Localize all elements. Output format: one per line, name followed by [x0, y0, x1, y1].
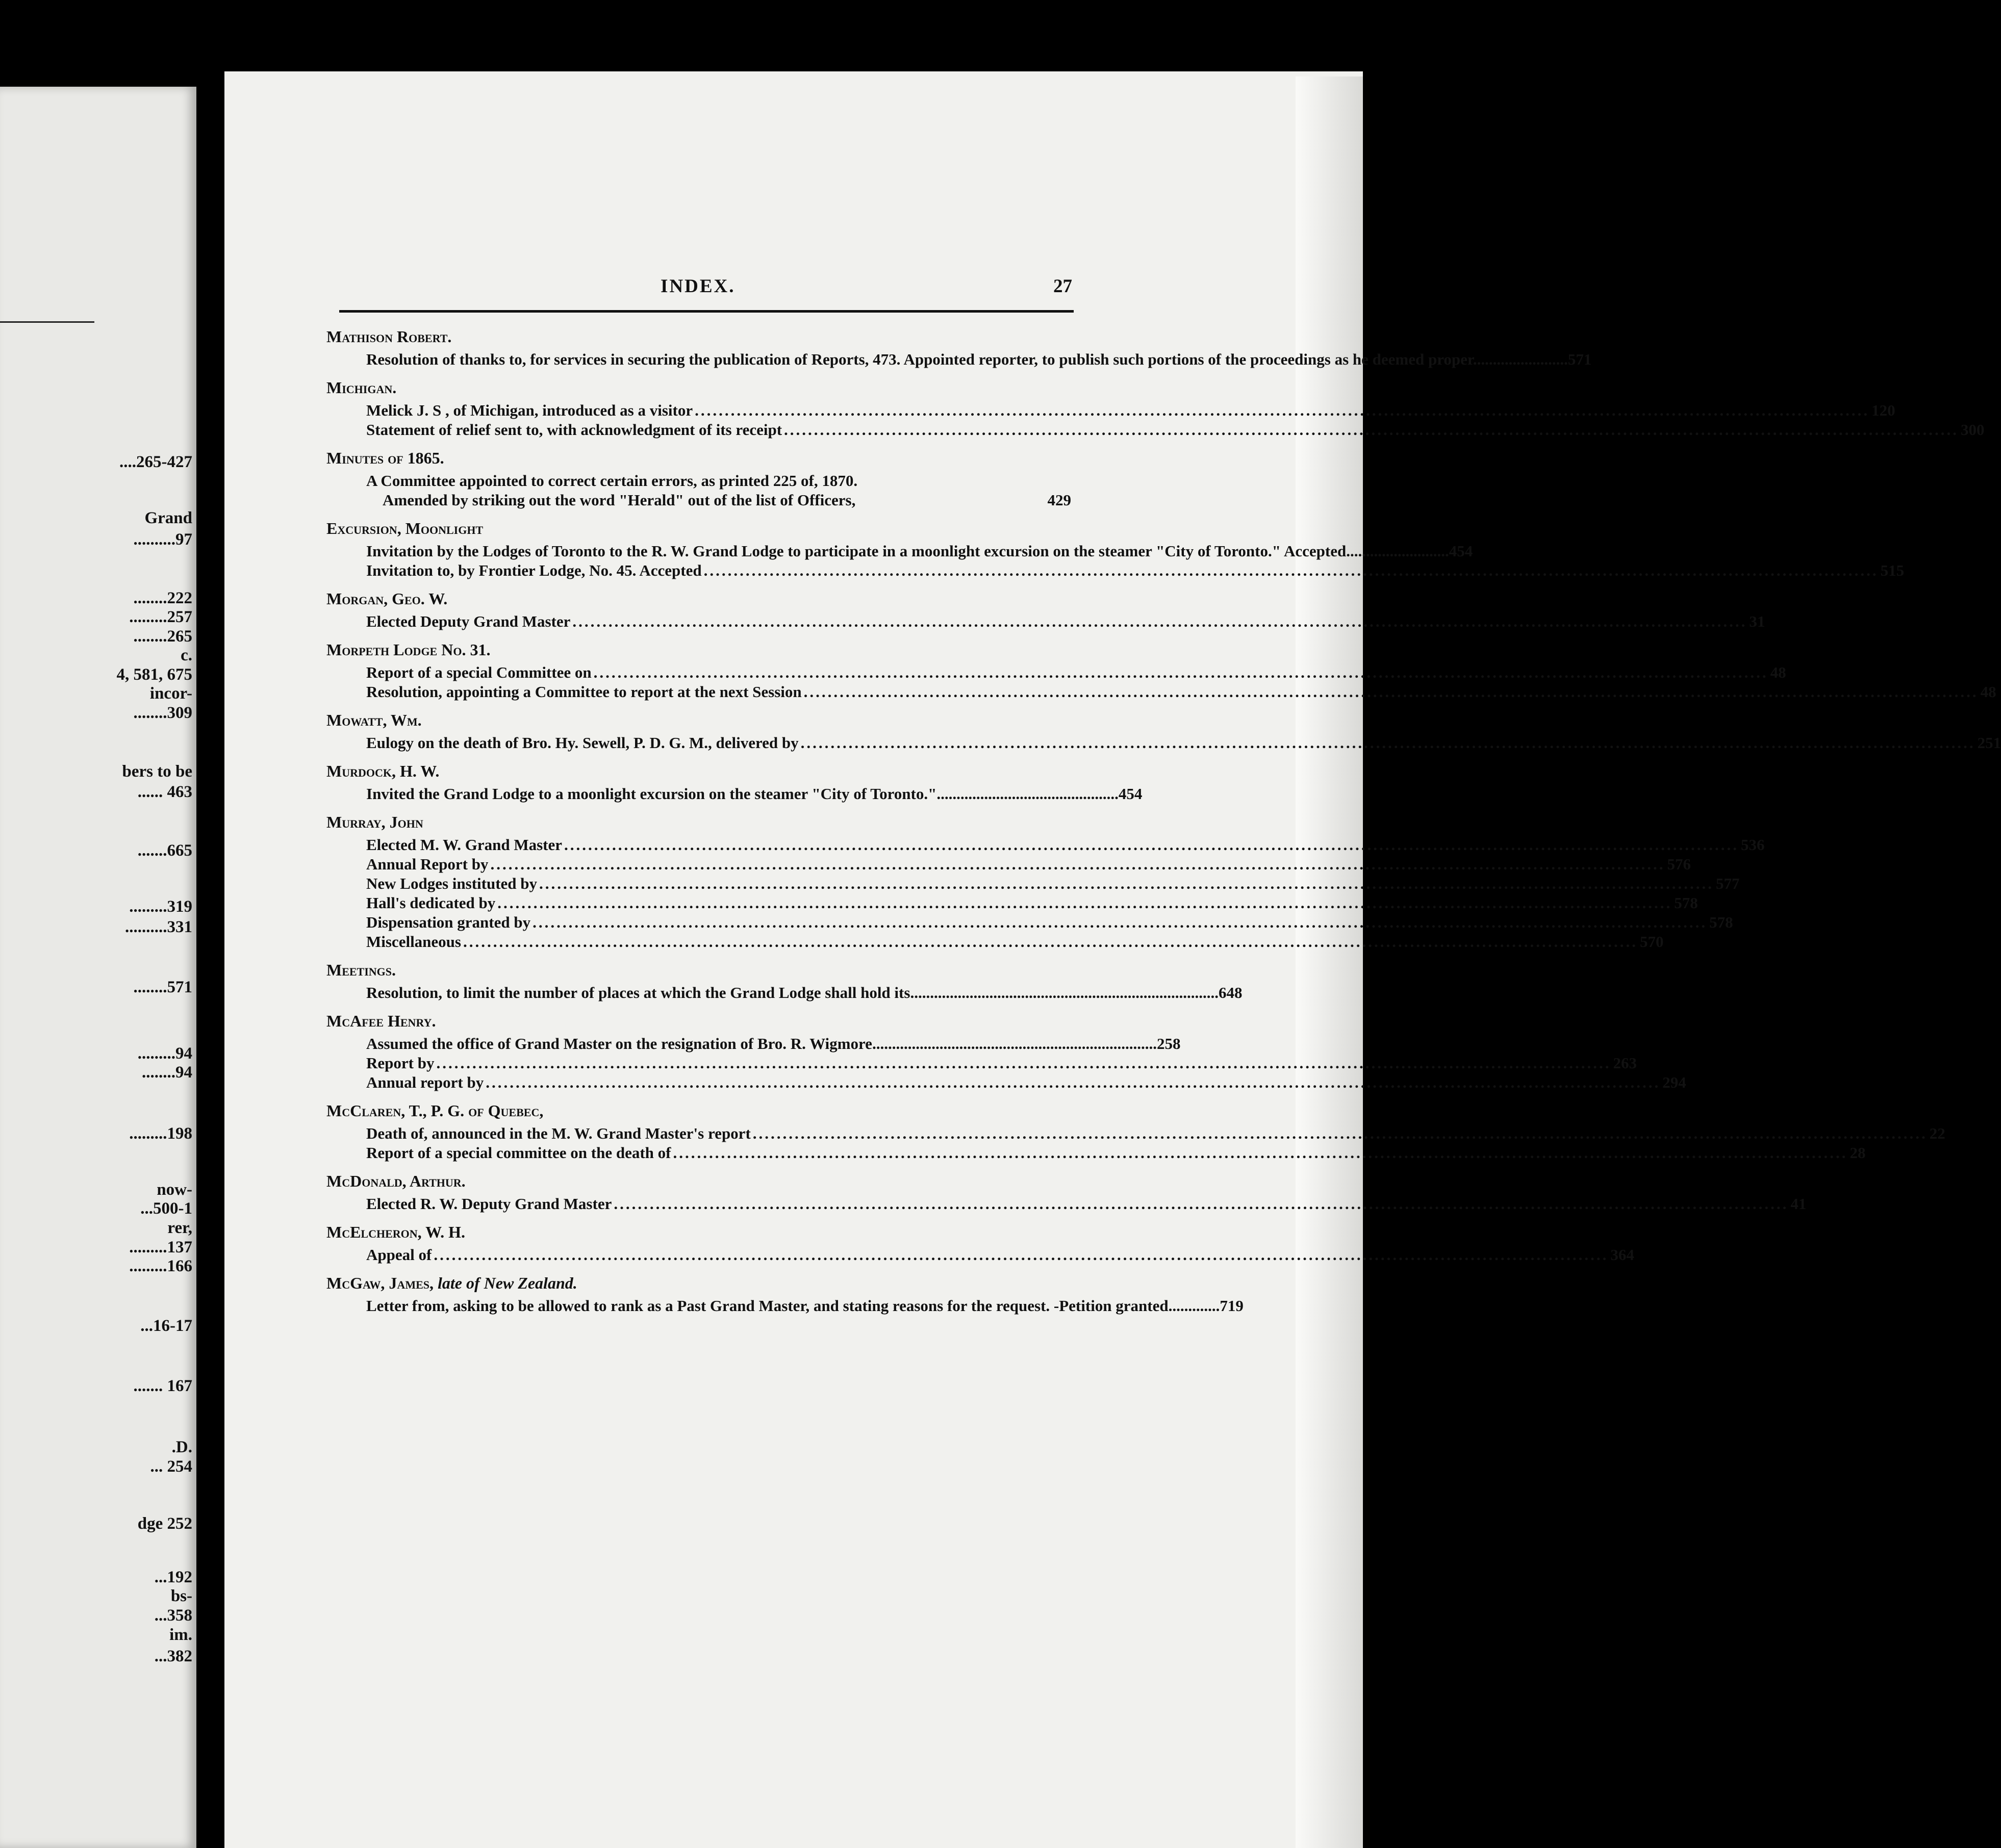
margin-fragment: bers to be — [122, 762, 192, 781]
item-page: 28 — [1850, 1144, 1866, 1162]
entry-item — [326, 1124, 1945, 1143]
entry-heading: Mowatt, Wm. — [326, 711, 422, 729]
item-text: Invitation by the Lodges of Toronto to the R. W. Grand Lodge to participate in a moonlight excursion on the steamer "City of Toronto." Accepted — [366, 542, 1347, 560]
margin-fragment: ...500-1 — [140, 1199, 192, 1218]
entry-heading: Morgan, Geo. W. — [326, 589, 448, 608]
entry-heading: Morpeth Lodge No. 31. — [326, 640, 491, 659]
index-entry — [326, 1011, 1686, 1092]
item-page: 120 — [1871, 401, 1895, 419]
entry-heading: Excursion, Moonlight — [326, 519, 484, 537]
index-entry — [326, 588, 1765, 631]
item-page: 648 — [1218, 984, 1243, 1002]
index-entry — [326, 1100, 1945, 1163]
margin-fragment: im. — [169, 1626, 192, 1644]
index-entry — [326, 761, 1143, 804]
entry-item — [326, 932, 1664, 952]
index-list — [326, 326, 2001, 1324]
index-entry — [326, 377, 1985, 440]
margin-fragment: ...16-17 — [140, 1317, 192, 1335]
item-text: Resolution, appointing a Committee to report at the next Session — [366, 683, 802, 701]
entry-item: Assumed the office of Grand Master on the resignation of Bro. R. Wigmore........................................................................258 — [366, 1035, 1181, 1053]
entry-heading: Mathison Robert. — [326, 327, 452, 346]
facing-page-rule — [0, 321, 94, 323]
margin-fragment: incor- — [149, 684, 192, 703]
item-page: 515 — [1880, 561, 1905, 579]
item-text: New Lodges instituted by — [366, 875, 538, 892]
margin-fragment: .........137 — [129, 1238, 192, 1256]
item-page: 31 — [1749, 612, 1765, 630]
item-page: 300 — [1961, 421, 1985, 439]
margin-fragment: ...... 463 — [137, 783, 192, 801]
item-text: A Committee appointed to correct certain errors, as printed 225 of, 1870. — [366, 472, 858, 490]
entry-item — [326, 874, 1740, 893]
item-page: 570 — [1640, 933, 1664, 951]
item-text: Annual report by — [366, 1073, 484, 1091]
margin-fragment: c. — [181, 646, 192, 664]
entry-item — [326, 733, 2001, 753]
index-entry — [326, 518, 1905, 580]
entry-item — [326, 612, 1765, 631]
item-page: 577 — [1716, 875, 1740, 892]
facing-page — [0, 87, 196, 1848]
item-page: 263 — [1613, 1054, 1637, 1072]
margin-fragment: .........94 — [137, 1044, 192, 1063]
margin-fragment: ........94 — [142, 1063, 192, 1082]
entry-item — [326, 855, 1691, 874]
entry-item — [326, 893, 1698, 913]
item-page: 429 — [1047, 491, 1071, 509]
margin-fragment: .........319 — [129, 897, 192, 916]
entry-item — [326, 420, 1985, 440]
index-entry — [326, 448, 1071, 510]
item-text: Hall's dedicated by — [366, 894, 496, 912]
index-entry — [326, 1273, 1244, 1316]
item-text: Death of, announced in the M. W. Grand Master's report — [366, 1124, 751, 1142]
entry-item — [326, 1143, 1866, 1163]
margin-fragment: ...358 — [154, 1606, 192, 1625]
item-text: Dispensation granted by — [366, 913, 531, 931]
margin-fragment: bs- — [170, 1587, 192, 1605]
item-page: 258 — [1156, 1035, 1181, 1053]
index-entry — [326, 1171, 1807, 1214]
item-text: Melick J. S , of Michigan, introduced as a visitor — [366, 401, 693, 419]
item-page: 364 — [1610, 1246, 1634, 1264]
entry-heading: McDonald, Arthur. — [326, 1172, 466, 1190]
entry-item: Resolution, to limit the number of places at which the Grand Lodge shall hold its..............................................................................648 — [366, 984, 1243, 1002]
item-page: 48 — [1980, 683, 1996, 701]
item-page: 454 — [1449, 542, 1473, 560]
index-entry — [326, 326, 1592, 369]
margin-fragment: ........309 — [133, 704, 192, 722]
entry-item — [326, 835, 1765, 855]
item-text: Report by — [366, 1054, 435, 1072]
entry-item: Resolution of thanks to, for services in securing the publication of Reports, 473. Appointed reporter, to publish such portions of the proceedings as he deemed proper........................571 — [366, 350, 1592, 368]
margin-fragment: dge 252 — [137, 1515, 192, 1533]
index-entry — [326, 1222, 1634, 1265]
index-entry — [326, 639, 1996, 702]
item-page: 41 — [1790, 1195, 1807, 1213]
margin-fragment: ........571 — [133, 978, 192, 996]
entry-heading: Murdock, H. W. — [326, 762, 440, 780]
margin-fragment: ...382 — [154, 1647, 192, 1665]
item-page: 578 — [1674, 894, 1698, 912]
item-text: Report of a special Committee on — [366, 663, 592, 681]
item-page: 536 — [1741, 836, 1765, 854]
entry-item — [326, 913, 1733, 932]
item-page: 578 — [1709, 913, 1733, 931]
item-page: 22 — [1929, 1124, 1945, 1142]
margin-fragment: ..........331 — [125, 918, 192, 936]
margin-fragment: .........257 — [129, 608, 192, 626]
item-page: 48 — [1770, 663, 1786, 681]
margin-fragment: ........265 — [133, 627, 192, 646]
margin-fragment: ... 254 — [150, 1457, 192, 1476]
entry-heading: Murray, John — [326, 813, 423, 831]
item-text: Miscellaneous — [366, 933, 461, 951]
margin-fragment: rer, — [167, 1219, 192, 1237]
index-entry — [326, 812, 1765, 952]
entry-item: Letter from, asking to be allowed to rank as a Past Grand Master, and stating reasons for the request. -Petition granted.............719 — [366, 1297, 1244, 1315]
item-text: Resolution of thanks to, for services in securing the publication of Reports, 473. Appointed reporter, to publish such portions of the proceedings as he deemed proper — [366, 350, 1473, 368]
item-text: Elected Deputy Grand Master — [366, 612, 571, 630]
item-text: Amended by striking out the word "Herald" out of the list of Officers, — [383, 491, 856, 509]
entry-item — [326, 491, 1071, 510]
entry-item — [326, 1073, 1686, 1092]
item-page: 576 — [1667, 855, 1691, 873]
item-page: 719 — [1220, 1297, 1244, 1315]
item-text: Resolution, to limit the number of places at which the Grand Lodge shall hold its — [366, 984, 910, 1002]
page-number: 27 — [1053, 276, 1072, 297]
entry-heading: McAfee Henry. — [326, 1012, 436, 1030]
entry-heading: Michigan. — [326, 378, 397, 397]
entry-heading: Meetings. — [326, 961, 396, 979]
margin-fragment: .........166 — [129, 1257, 192, 1275]
margin-fragment: Grand — [144, 509, 192, 527]
item-text: Letter from, asking to be allowed to rank as a Past Grand Master, and stating reasons for the request. -Petition granted — [366, 1297, 1169, 1315]
entry-item: Invitation by the Lodges of Toronto to the R. W. Grand Lodge to participate in a moonlight excursion on the steamer "City of Toronto." Accepted..........................454 — [366, 542, 1473, 560]
item-text: Eulogy on the death of Bro. Hy. Sewell, P. D. G. M., delivered by — [366, 734, 799, 752]
page-title: INDEX. — [661, 276, 736, 297]
item-text: Invited the Grand Lodge to a moonlight excursion on the steamer "City of Toronto." — [366, 785, 937, 803]
item-text: Statement of relief sent to, with acknowledgment of its receipt — [366, 421, 782, 439]
entry-item — [326, 1245, 1634, 1265]
entry-item — [326, 663, 1786, 682]
margin-fragment: ..........97 — [133, 530, 192, 549]
margin-fragment: ...192 — [154, 1568, 192, 1586]
heading-note: late of New Zealand. — [438, 1274, 577, 1292]
margin-fragment: ........222 — [133, 589, 192, 607]
item-page: 294 — [1662, 1073, 1686, 1091]
item-text: Annual Report by — [366, 855, 489, 873]
header-rule — [339, 310, 1074, 313]
margin-fragment: .........198 — [129, 1124, 192, 1143]
item-page: 454 — [1118, 785, 1143, 803]
entry-item — [326, 471, 1071, 491]
item-page: 571 — [1567, 350, 1592, 368]
margin-fragment: ....265-427 — [119, 453, 192, 471]
margin-fragment: now- — [157, 1180, 192, 1199]
item-text: Invitation to, by Frontier Lodge, No. 45. Accepted — [366, 561, 702, 579]
item-text: Elected M. W. Grand Master — [366, 836, 563, 854]
item-text: Appeal of — [366, 1246, 432, 1264]
entry-heading: McElcheron, W. H. — [326, 1223, 466, 1241]
index-entry — [326, 710, 2001, 753]
index-entry — [326, 960, 1243, 1003]
heading-name: McGaw, James, — [326, 1274, 434, 1292]
item-text: Assumed the office of Grand Master on the resignation of Bro. R. Wigmore — [366, 1035, 872, 1053]
page-header — [0, 275, 1363, 306]
margin-fragment: 4, 581, 675 — [116, 665, 192, 684]
item-page: 251 — [1977, 734, 2001, 752]
entry-heading: Minutes of 1865. — [326, 449, 444, 467]
entry-heading — [326, 1273, 1071, 1293]
entry-item — [326, 561, 1905, 580]
entry-item — [326, 682, 1996, 702]
entry-item — [326, 1194, 1807, 1214]
margin-fragment: .D. — [171, 1438, 192, 1456]
item-text: Elected R. W. Deputy Grand Master — [366, 1195, 612, 1213]
entry-item — [326, 1054, 1637, 1073]
margin-fragment: ....... 167 — [133, 1377, 192, 1395]
margin-fragment: .......665 — [137, 841, 192, 860]
entry-heading: McClaren, T., P. G. of Quebec, — [326, 1101, 544, 1120]
page-edge — [1296, 76, 1363, 1848]
entry-item: Invited the Grand Lodge to a moonlight excursion on the steamer "City of Toronto."..............................................454 — [366, 785, 1143, 803]
entry-item — [326, 401, 1895, 420]
item-text: Report of a special committee on the death of — [366, 1144, 671, 1162]
